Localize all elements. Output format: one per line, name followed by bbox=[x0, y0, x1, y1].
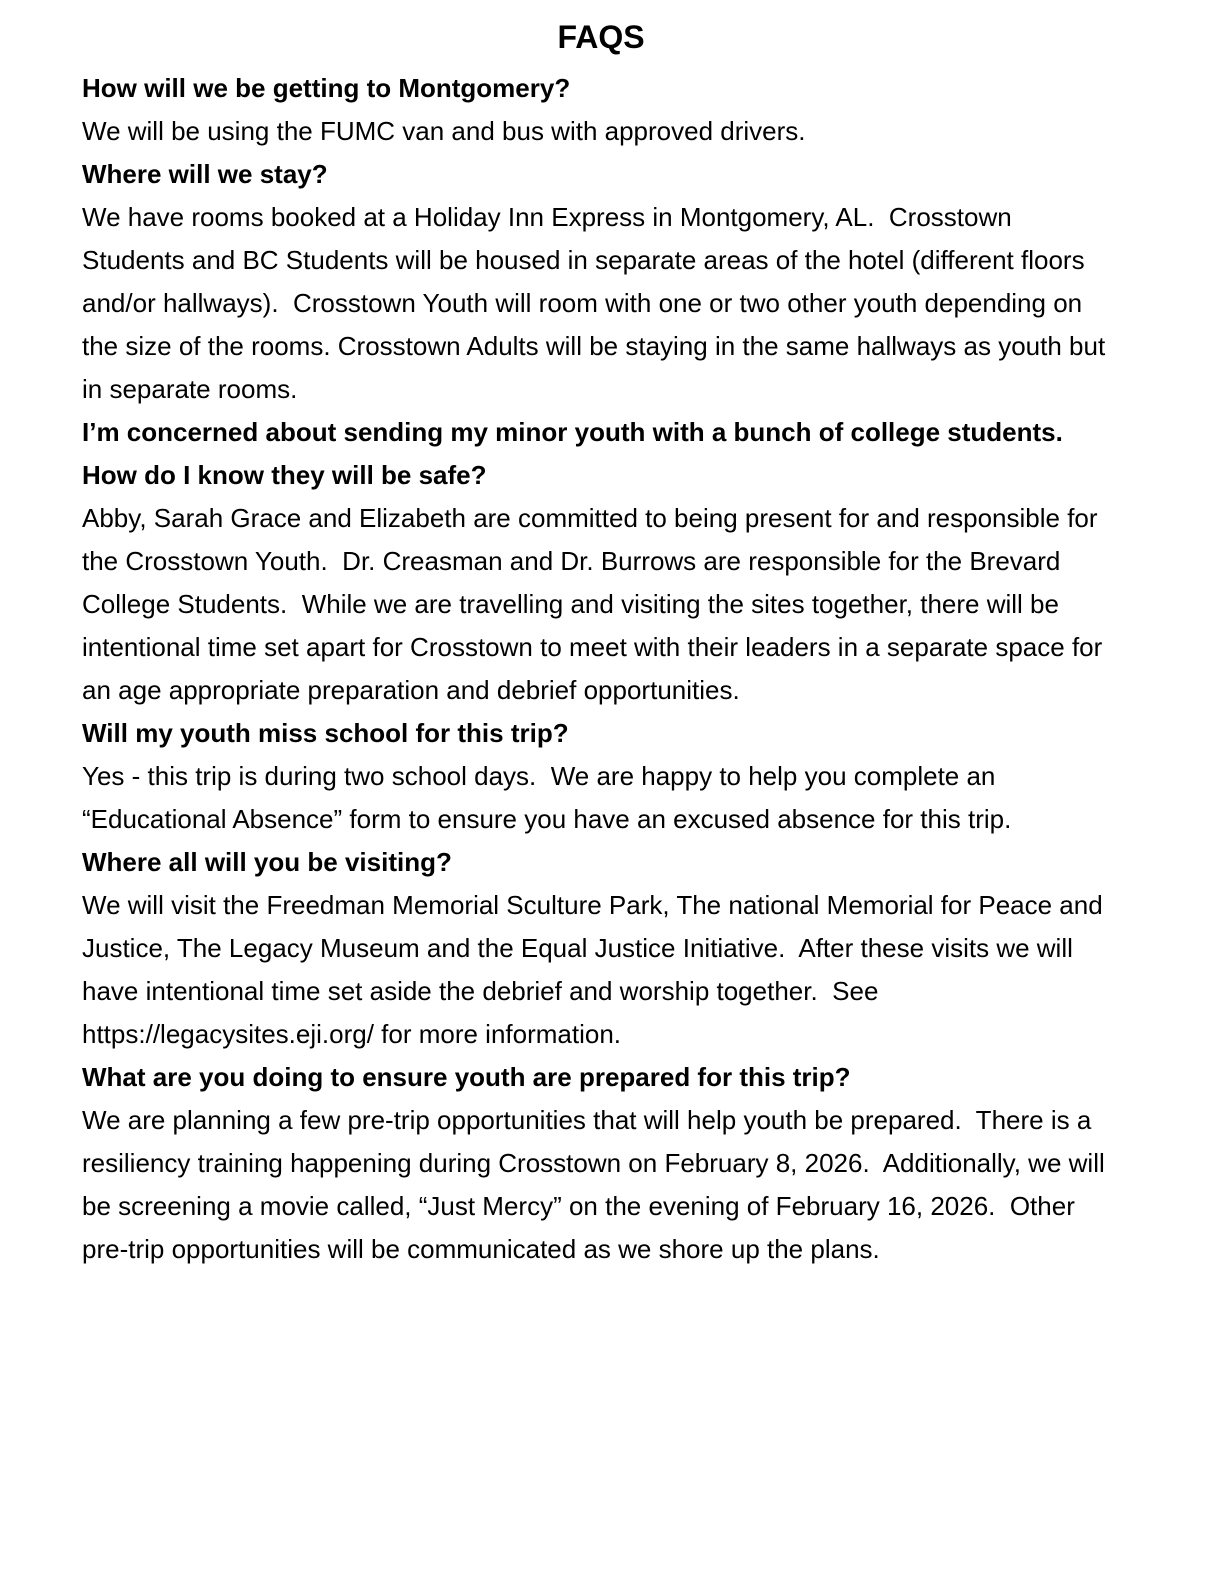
faq-item bbox=[82, 67, 1120, 153]
faq-question: Where all will you be visiting? bbox=[82, 847, 452, 877]
faq-question: What are you doing to ensure youth are prepared for this trip? bbox=[82, 1062, 851, 1092]
faq-question: Will my youth miss school for this trip? bbox=[82, 718, 569, 748]
faq-question: Where will we stay? bbox=[82, 159, 328, 189]
faq-item bbox=[82, 411, 1120, 712]
faq-answer: We will visit the Freedman Memorial Sculture Park, The national Memorial for Peace and Justice, The Legacy Museum and the Equal Justice Initiative. After these visits we will have intentional time set aside the debrief and worship together. See https://legacysites.eji.org/ for more information. bbox=[82, 890, 1110, 1049]
faq-question: I’m concerned about sending my minor youth with a bunch of college students. How do I know they will be safe? bbox=[82, 417, 1078, 490]
faq-answer: We have rooms booked at a Holiday Inn Express in Montgomery, AL. Crosstown Students and BC Students will be housed in separate areas of the hotel (different floors and/or hallways). Crosstown Youth will room with one or two other youth depending on the size of the rooms. Crosstown Adults will be staying in the same hallways as youth but in separate rooms. bbox=[82, 202, 1113, 404]
faq-answer: Abby, Sarah Grace and Elizabeth are committed to being present for and responsible for the Crosstown Youth. Dr. Creasman and Dr. Burrows are responsible for the Brevard College Students. While we are travelling and visiting the sites together, there will be intentional time set apart for Crosstown to meet with their leaders in a separate space for an age appropriate preparation and debrief opportunities. bbox=[82, 503, 1110, 705]
faq-item bbox=[82, 841, 1120, 1056]
page-title: FAQS bbox=[557, 19, 645, 55]
faq-answer: Yes - this trip is during two school days. We are happy to help you complete an “Educational Absence” form to ensure you have an excused absence for this trip. bbox=[82, 761, 1012, 834]
faq-answer: We will be using the FUMC van and bus with approved drivers. bbox=[82, 116, 806, 146]
faq-item bbox=[82, 153, 1120, 411]
faq-answer: We are planning a few pre-trip opportunities that will help youth be prepared. There is a resiliency training happening during Crosstown on February 8, 2026. Additionally, we will be screening a movie called, “Just Mercy” on the evening of February 16, 2026. Other pre-trip opportunities will be communicated as we shore up the plans. bbox=[82, 1105, 1112, 1264]
faq-item bbox=[82, 712, 1120, 841]
faq-question: How will we be getting to Montgomery? bbox=[82, 73, 571, 103]
faq-item bbox=[82, 1056, 1120, 1271]
